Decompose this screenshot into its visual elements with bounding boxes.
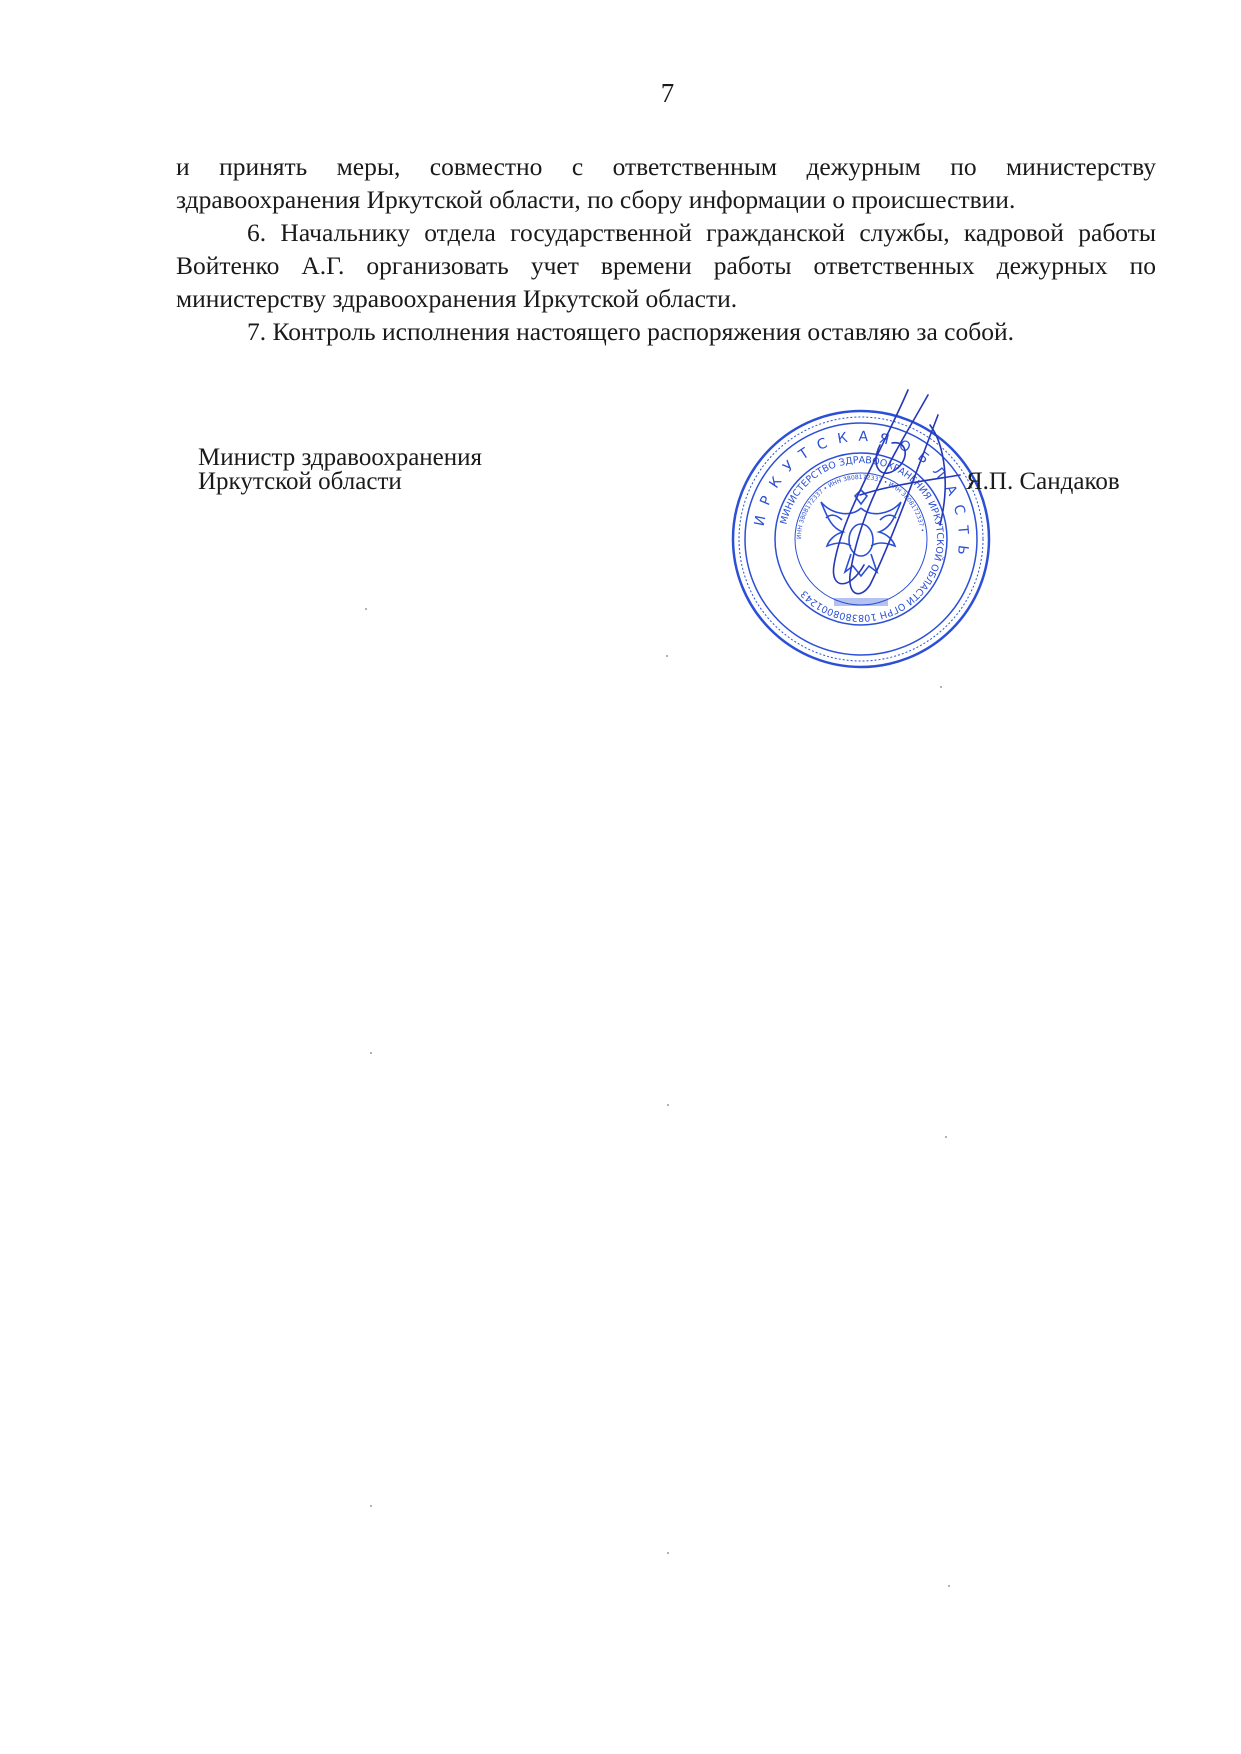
paragraph-item-7: 7. Контроль исполнения настоящего распоряжения оставляю за собой. (247, 317, 1014, 346)
scan-speck (667, 1104, 669, 1106)
paragraph-continuation: и принять меры, совместно с ответственным дежурным по министерству здравоохранения Иркутской области, по сбору информации о происшествии. (176, 152, 1156, 214)
scan-speck (948, 1585, 950, 1587)
scan-speck (667, 1552, 669, 1554)
page-number: 7 (660, 78, 675, 108)
stamp-center-text: ИНН 3808172337 • ИНН 3808172337 • ИНН 3808172337 • (795, 473, 926, 540)
signatory-position-line-1: Министр здравоохранения (198, 444, 483, 471)
stamp-outer-text: И Р К У Т С К А Я О Б Л А С Т Ь (751, 428, 972, 559)
scan-speck (365, 608, 367, 610)
scan-speck (945, 1136, 947, 1138)
paragraph-item-6: 6. Начальнику отдела государственной гражданской службы, кадровой работы Войтенко А.Г. организовать учет времени работы ответственных дежурных по министерству здравоохранения Иркутской области. (176, 218, 1156, 313)
signatory-position (198, 446, 482, 494)
handwritten-signature (820, 385, 970, 615)
scan-speck (370, 1052, 372, 1054)
scan-speck (370, 1505, 372, 1507)
document-body (176, 150, 1156, 348)
signatory-name: Я.П. Сандаков (966, 468, 1120, 495)
scan-speck (666, 655, 668, 657)
signatory-position-line-2: Иркутской области (198, 468, 402, 495)
stamp-inner-text: МИНИСТЕРСТВО ЗДРАВООХРАНЕНИЯ ИРКУТСКОЙ ОБЛАСТИ ОГРН 1083808001243 (778, 454, 946, 624)
scan-speck (940, 686, 942, 688)
